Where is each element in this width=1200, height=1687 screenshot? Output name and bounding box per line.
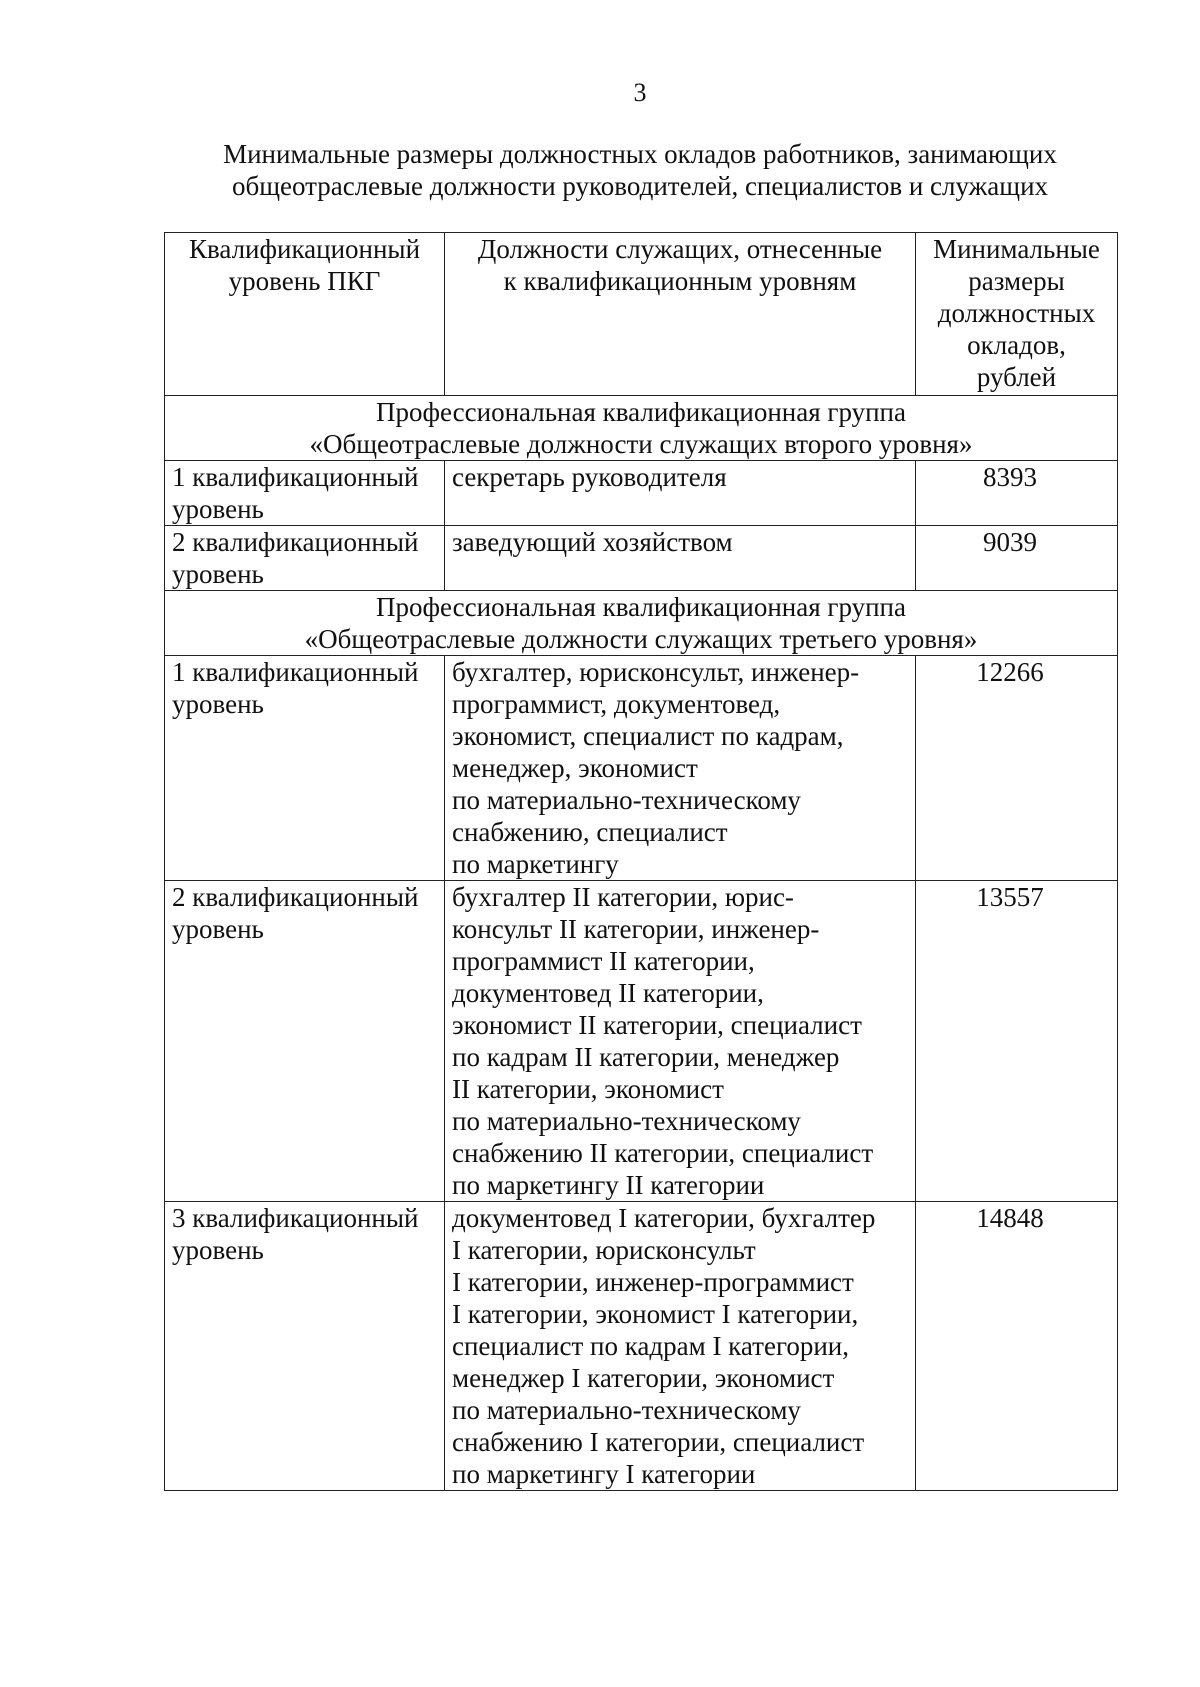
positions-text: бухгалтер, юрисконсульт, инженер- [452,657,860,687]
positions-text: менеджер I категории, экономист [452,1363,835,1393]
qualification-level-text: 1 квалификационный [172,657,419,687]
qualification-level-text: уровень [172,1235,264,1265]
salary-cell: 12266 [916,656,1118,881]
qualification-level-cell [165,526,445,591]
positions-text: по кадрам II категории, менеджер [452,1042,840,1072]
group-title-line: Профессиональная квалификационная группа [376,397,906,427]
positions-text: экономист, специалист по кадрам, [452,721,844,751]
positions-text: бухгалтер II категории, юрис- [452,882,794,912]
positions-cell [445,1202,916,1491]
header-qualification-level [165,233,445,396]
header-text: к квалификационным уровням [503,266,857,296]
qualification-level-cell [165,656,445,881]
positions-text: документовед II категории, [452,978,764,1008]
salary-cell: 14848 [916,1202,1118,1491]
positions-text: по маркетингу [452,849,619,879]
document-title-line: Минимальные размеры должностных окладов работников, занимающих [223,139,1057,169]
qualification-level-text: 3 квалификационный [172,1203,419,1233]
qualification-level-cell [165,1202,445,1491]
document-title [150,138,1130,202]
positions-text: заведующий хозяйством [452,527,733,557]
table-row [165,461,1118,526]
document-title-line: общеотраслевые должности руководителей, специалистов и служащих [231,171,1049,201]
qualification-level-text: 1 квалификационный [172,462,419,492]
group-title-line: «Общеотраслевые должности служащих третьего уровня» [304,624,978,654]
positions-text: снабжению II категории, специалист [452,1138,874,1168]
group-title-line: Профессиональная квалификационная группа [376,592,906,622]
positions-text: I категории, экономист I категории, [452,1299,859,1329]
group-header-row [165,591,1118,656]
positions-text: экономист II категории, специалист [452,1010,862,1040]
positions-cell [445,881,916,1202]
qualification-level-text: 2 квалификационный [172,527,419,557]
header-text: Квалификационный [188,234,421,264]
header-text: Минимальные [933,234,1100,264]
table-row [165,656,1118,881]
positions-text: II категории, экономист [452,1074,724,1104]
header-text: размеры [968,266,1065,296]
salary-table-body [165,233,1118,1491]
positions-text: по маркетингу I категории [452,1459,756,1489]
table-row [165,1202,1118,1491]
qualification-level-text: 2 квалификационный [172,882,419,912]
positions-text: по материально-техническому [452,785,801,815]
positions-text: по материально-техническому [452,1106,801,1136]
group-title-line: «Общеотраслевые должности служащих второго уровня» [309,429,973,459]
positions-text: специалист по кадрам I категории, [452,1331,850,1361]
salary-cell: 8393 [916,461,1118,526]
salary-cell: 9039 [916,526,1118,591]
positions-text: I категории, инженер-программист [452,1267,854,1297]
positions-text: секретарь руководителя [452,462,727,492]
qualification-level-text: уровень [172,914,264,944]
qualification-level-text: уровень [172,494,264,524]
group-title [165,396,1118,461]
salary-table [164,232,1118,1491]
header-text: Должности служащих, отнесенные [477,234,883,264]
positions-text: I категории, юрисконсульт [452,1235,756,1265]
qualification-level-text: уровень [172,559,264,589]
qualification-level-cell [165,881,445,1202]
positions-text: снабжению, специалист [452,817,728,847]
positions-cell [445,656,916,881]
positions-text: менеджер, экономист [452,753,698,783]
group-title [165,591,1118,656]
qualification-level-cell [165,461,445,526]
positions-text: по маркетингу II категории [452,1170,765,1200]
qualification-level-text: уровень [172,689,264,719]
table-row [165,526,1118,591]
header-positions [445,233,916,396]
positions-text: документовед I категории, бухгалтер [452,1203,876,1233]
header-text: рублей [976,362,1057,392]
header-min-salary [916,233,1118,396]
table-row [165,881,1118,1202]
positions-text: программист, документовед, [452,689,781,719]
positions-text: снабжению I категории, специалист [452,1427,865,1457]
salary-cell: 13557 [916,881,1118,1202]
header-text: окладов, [967,330,1066,360]
page-number: 3 [633,78,647,107]
positions-text: по материально-техническому [452,1395,801,1425]
table-header-row [165,233,1118,396]
header-text: должностных [937,298,1096,328]
positions-cell [445,526,916,591]
positions-cell [445,461,916,526]
group-header-row [165,396,1118,461]
positions-text: консульт II категории, инженер- [452,914,820,944]
header-text: уровень ПКГ [228,266,381,296]
positions-text: программист II категории, [452,946,755,976]
